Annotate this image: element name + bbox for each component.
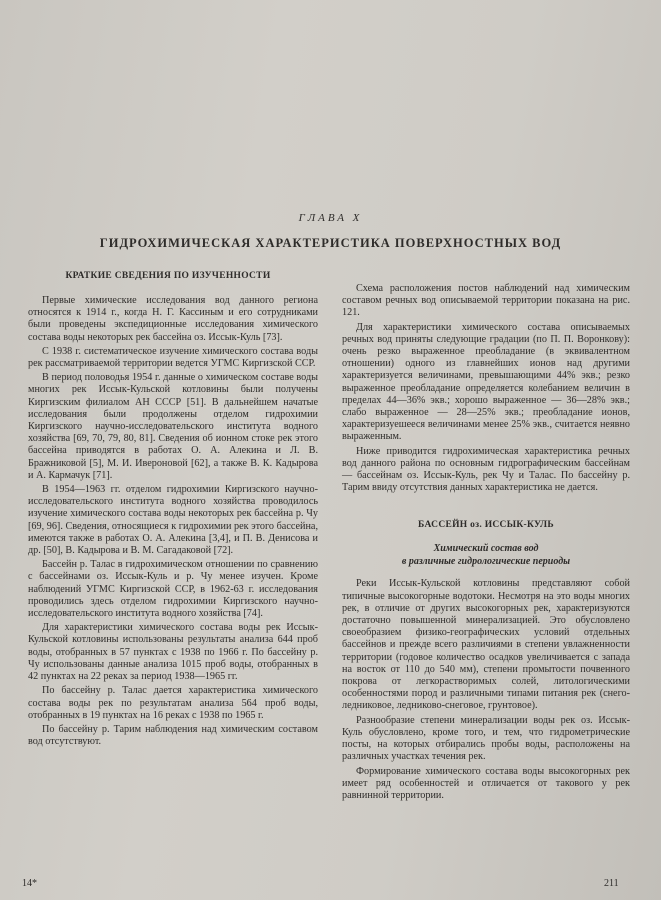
paragraph: Ниже приводится гидрохимическая характеристика речных вод данного района по основным гидрографическим бассейнам — бассейнам оз. Иссык-Куль, рек Чу и Талас. По бассейну р. Тарим ввиду отсутствия данных характеристика не дается. xyxy=(342,445,630,494)
paragraph: Для характеристики химического состава воды рек Иссык-Кульской котловины использованы результаты анализа 644 проб воды, отобранных в 57 пунктах с 1938 по 1966 г. По бассейну р. Чу использованы данные анализа 1015 проб воды, отобранных в 42 пунктах на 22 реках за период 1938—1965 гг. xyxy=(28,622,318,683)
paragraph: Реки Иссык-Кульской котловины представляют собой типичные высокогорные водотоки. Несмотря на это воды многих рек, в отличие от других высокогорных рек, характеризуются достаточно повышенной минерализацией. Это обусловлено своеобразием физико-географических условий отдельных бассейнов и прежде всего различиями в степени увлажненности территории (годовое количество осадков увеличивается с запада на восток от 110 до 540 мм), степени промытости почвенного покрова от легкорастворимых солей, литологическими особенностями пород и различными типами питания рек (снего-ледниковое, ледниково-снеговое, грунтовое). xyxy=(342,578,630,712)
subsection-heading-line1: Химический состав вод xyxy=(433,543,539,555)
paragraph: В период половодья 1954 г. данные о химическом составе воды многих рек Иссык-Кульской котловины были получены Киргизским филиалом АН СССР [51]. В дальнейшем начатые исследования были продолжены отделом гидрохимии Киргизского научно-исследовательского института водного хозяйства [69, 70, 79, 80, 81]. Сведения об ионном стоке рек этого бассейна приводятся в работах О. А. Алекина и Л. В. Бражниковой [5], М. И. Ивероновой [62], а также В. К. Кадырова и А. Кармачук [71]. xyxy=(28,372,318,481)
page-number: 211 xyxy=(604,878,619,889)
paragraph: Схема расположения постов наблюдений над химическим составом речных вод описываемой территории показана на рис. 121. xyxy=(342,283,630,319)
right-column xyxy=(342,283,630,804)
basin-heading: БАССЕЙН оз. ИССЫК-КУЛЬ xyxy=(418,520,554,531)
subsection-heading-line2: в различные гидрологические периоды xyxy=(401,556,571,568)
paragraph: По бассейну р. Тарим наблюдения над химическим составом вод отсутствуют. xyxy=(28,723,318,748)
paragraph: В 1954—1963 гг. отделом гидрохимии Киргизского научно-исследовательского института водного хозяйства проводилось изучение химического состава воды некоторых рек бассейна р. Чу [69, 96]. Сведения, относящиеся к гидрохимии рек этого бассейна, имеются также в работах О. А. Алекина [3,4], и П. В. Денисова и др. [50], В. Кадырова и В. М. Сагадаковой [72]. xyxy=(28,484,318,557)
left-column xyxy=(28,271,318,750)
signature-mark: 14* xyxy=(22,878,37,889)
chapter-label: ГЛАВА X xyxy=(298,212,363,224)
paragraph: Формирование химического состава воды высокогорных рек имеет ряд особенностей и отличается от такового у рек равнинной территории. xyxy=(342,765,630,801)
subsection-heading xyxy=(342,542,630,568)
paragraph: Разнообразие степени минерализации воды рек оз. Иссык-Куль обусловлено, кроме того, и тем, что гидрометрические посты, на которых отбирались пробы воды, расположены на различных участках течения рек. xyxy=(342,714,630,763)
paragraph: Для характеристики химического состава описываемых речных вод приняты следующие градации (по П. П. Воронкову): очень резко выраженное преобладание (в эквивалентном отношении) одного из главнейших ионов над другими характеризуется величинами, превышающими 44% экв.; резко выраженное преобладание определяется колебанием величин в пределах 44—36% экв.; хорошо выраженное — 36—28% экв.; слабо выраженное — 28—25% экв.; преобладание ионов, характеризуешееся величинами менее 25% экв., считается неявно выраженным. xyxy=(342,321,630,443)
section-heading: КРАТКИЕ СВЕДЕНИЯ ПО ИЗУЧЕННОСТИ xyxy=(65,271,271,281)
paragraph: Бассейн р. Талас в гидрохимическом отношении по сравнению с бассейнами оз. Иссык-Куль и р. Чу менее изучен. Кроме наблюдений УГМС Киргизской ССР, в 1962-63 г. исследования проводились здесь отделом гидрохимии Киргизского научно-исследовательского института водного хозяйства [74]. xyxy=(28,559,318,620)
paragraph: По бассейну р. Талас дается характеристика химического состава воды рек по результатам анализа 564 проб воды, отобранных в 19 пунктах на 16 реках с 1938 по 1965 г. xyxy=(28,685,318,721)
paragraph: Первые химические исследования вод данного региона относятся к 1914 г., когда Н. Г. Кассиным и его сотрудниками были проведены экспедиционные исследования химического состава воды некоторых рек бассейна оз. Иссык-Куль [73]. xyxy=(28,295,318,343)
chapter-title: ГИДРОХИМИЧЕСКАЯ ХАРАКТЕРИСТИКА ПОВЕРХНОСТНЫХ ВОД xyxy=(99,236,562,250)
paragraph: С 1938 г. систематическое изучение химического состава воды рек рассматриваемой территории ведется УГМС Киргизской ССР. xyxy=(28,345,318,370)
